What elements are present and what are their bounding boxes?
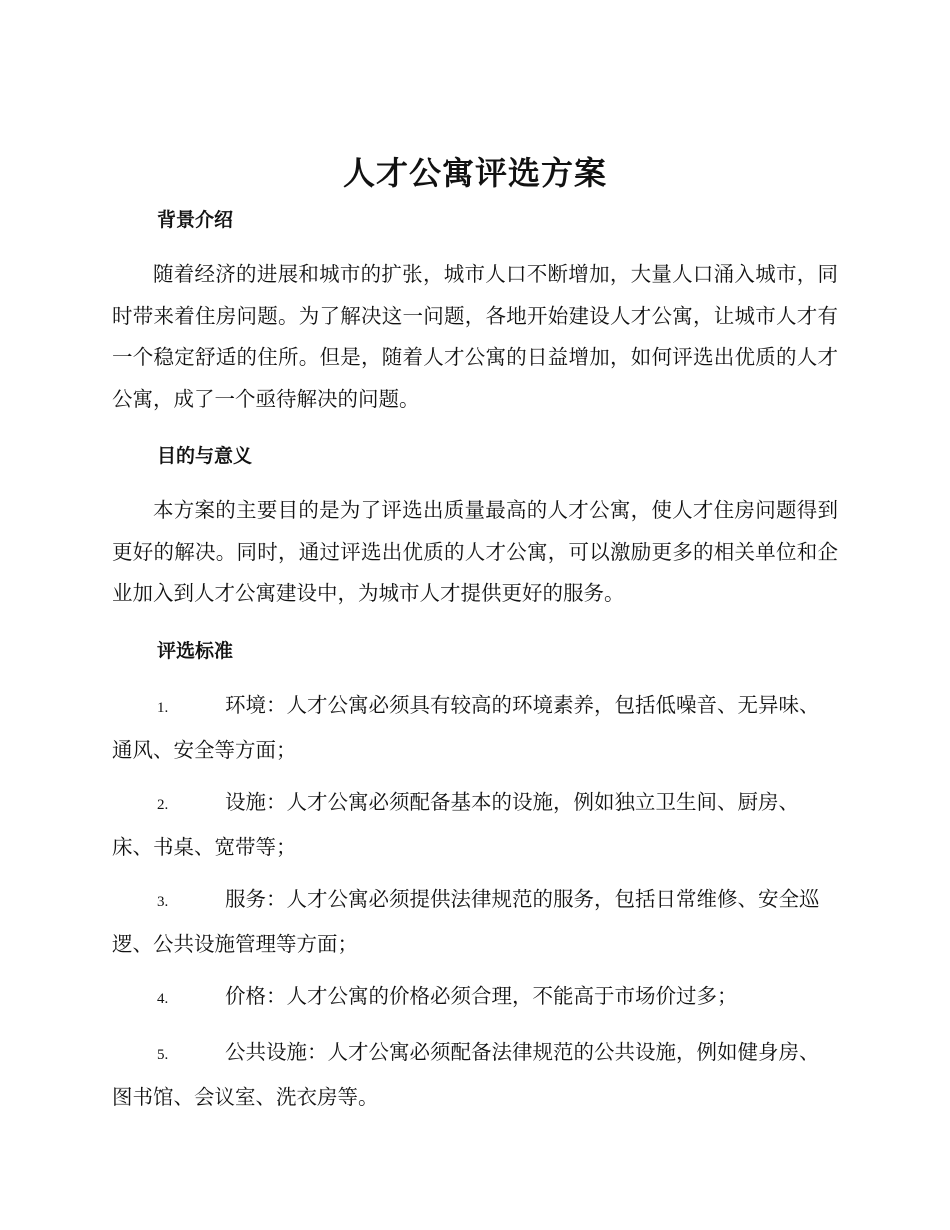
list-item-text: 公共设施：人才公寓必须配备法律规范的公共设施，例如健身房、图书馆、会议室、洗衣房等。 <box>112 1040 820 1109</box>
section-heading-background: 背景介绍 <box>157 209 234 231</box>
list-item <box>112 782 838 868</box>
section-paragraph-purpose: 本方案的主要目的是为了评选出质量最高的人才公寓，使人才住房问题得到更好的解决。同时，通过评选出优质的人才公寓，可以激励更多的相关单位和企业加入到人才公寓建设中，为城市人才提供更好的服务。 <box>112 498 838 605</box>
section-paragraph-background: 随着经济的进展和城市的扩张，城市人口不断增加，大量人口涌入城市，同时带来着住房问题。为了解决这一问题，各地开始建设人才公寓，让城市人才有一个稳定舒适的住所。但是，随着人才公寓的日益增加，如何评选出优质的人才公寓，成了一个亟待解决的问题。 <box>112 262 838 411</box>
list-item-text: 服务：人才公寓必须提供法律规范的服务，包括日常维修、安全巡逻、公共设施管理等方面； <box>112 887 820 956</box>
section-heading-purpose: 目的与意义 <box>157 445 253 467</box>
section-heading-criteria: 评选标准 <box>157 640 234 662</box>
list-item-number: 3. <box>157 894 169 910</box>
list-item <box>112 685 838 771</box>
list-item-number: 4. <box>157 991 169 1007</box>
list-item-text: 设施：人才公寓必须配备基本的设施，例如独立卫生间、厨房、床、书桌、宽带等； <box>112 790 799 859</box>
list-item-number: 1. <box>157 700 169 716</box>
list-item-text: 价格：人才公寓的价格必须合理，不能高于市场价过多； <box>225 984 738 1008</box>
list-item <box>112 976 838 1021</box>
list-item-number: 2. <box>157 797 169 813</box>
list-item <box>112 879 838 965</box>
document-title: 人才公寓评选方案 <box>342 154 607 192</box>
list-item-text: 环境：人才公寓必须具有较高的环境素养，包括低噪音、无异味、通风、安全等方面； <box>112 693 820 762</box>
list-item-number: 5. <box>157 1047 169 1063</box>
list-item <box>112 1032 838 1118</box>
